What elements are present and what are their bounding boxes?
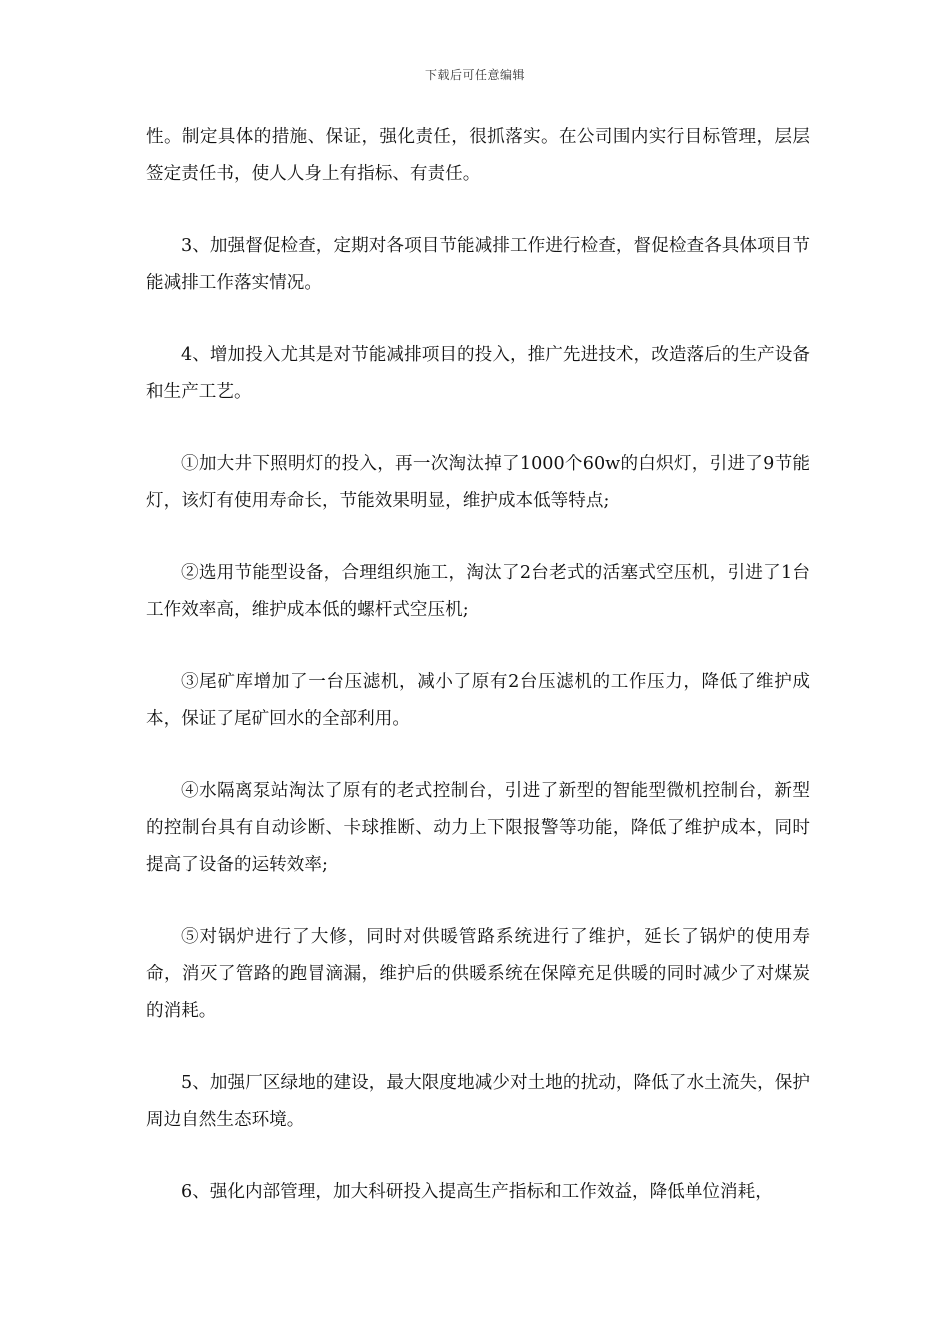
paragraph-subitem-2: ②选用节能型设备，合理组织施工，淘汰了2台老式的活塞式空压机，引进了1台工作效率高，维护成本低的螺杆式空压机; [146, 563, 810, 620]
paragraph-item-6: 6、强化内部管理，加大科研投入提高生产指标和工作效益，降低单位消耗， [181, 1182, 773, 1202]
paragraph-item-5: 5、加强厂区绿地的建设，最大限度地减少对土地的扰动，降低了水土流失，保护周边自然生态环境。 [146, 1073, 810, 1130]
header-note: 下载后可任意编辑 [424, 68, 525, 82]
paragraph-subitem-4: ④水隔离泵站淘汰了原有的老式控制台，引进了新型的智能型微机控制台，新型的控制台具有自动诊断、卡球推断、动力上下限报警等功能，降低了维护成本，同时提高了设备的运转效率; [146, 781, 810, 875]
paragraph-continuation: 性。制定具体的措施、保证，强化责任，很抓落实。在公司围内实行目标管理，层层签定责任书，使人人身上有指标、有责任。 [146, 127, 810, 184]
paragraph-item-3: 3、加强督促检查，定期对各项目节能减排工作进行检查，督促检查各具体项目节能减排工作落实情况。 [146, 236, 810, 293]
paragraph-subitem-5: ⑤对锅炉进行了大修，同时对供暖管路系统进行了维护，延长了锅炉的使用寿命，消灭了管路的跑冒滴漏，维护后的供暖系统在保障充足供暖的同时减少了对煤炭的消耗。 [146, 927, 810, 1021]
paragraph-subitem-3: ③尾矿库增加了一台压滤机，减小了原有2台压滤机的工作压力，降低了维护成本，保证了尾矿回水的全部利用。 [146, 672, 810, 729]
document-body [146, 119, 810, 1246]
paragraph-item-4: 4、增加投入尤其是对节能减排项目的投入，推广先进技术，改造落后的生产设备和生产工艺。 [146, 345, 810, 402]
paragraph-subitem-1: ①加大井下照明灯的投入，再一次淘汰掉了1000个60w的白炽灯，引进了9节能灯，该灯有使用寿命长，节能效果明显，维护成本低等特点; [146, 454, 810, 511]
